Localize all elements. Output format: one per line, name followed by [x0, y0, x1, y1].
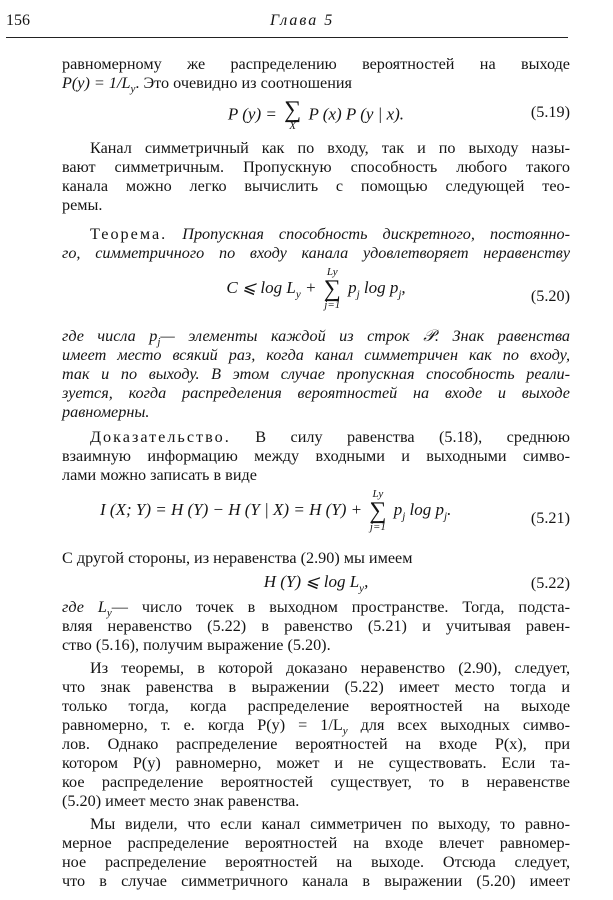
theorem-line: имеет место всякий раз, когда канал симметричен как по входу, — [62, 346, 570, 364]
theorem-line: зуется, когда распределения вероятностей на входе и выходе — [62, 384, 570, 402]
text-line: ремы. — [62, 196, 103, 214]
text-line: канала можно легко вычислить с помощью следующей тео- — [62, 177, 570, 195]
body-text — [62, 55, 570, 891]
text-line: Мы видели, что если канал симметричен по выходу, то равно- — [90, 815, 570, 833]
text-line: равномерному же распределению вероятностей на выходе — [62, 55, 570, 73]
text-line: лов. Однако распределение вероятностей на входе P(x), при — [62, 735, 570, 753]
proof-line: Доказательство. В силу равенства (5.18), среднюю — [90, 428, 570, 446]
text-line: равномерно, т. е. когда $P(y) = 1/L_y$ для всех выходных симво- — [62, 716, 570, 738]
theorem-line: Теорема. Пропускная способность дискретного, постоянно- — [90, 225, 570, 243]
proof-line: лами можно записать в виде — [62, 466, 257, 484]
text-line: кое распределение вероятностей существует, то в неравенстве — [62, 773, 570, 791]
equation-5-21: I (X; Y) = H (Y) − H (Y | X) = H (Y) + Ly ∑ j=1 $p_j$ $\log p_j$. (5.21) — [100, 488, 570, 533]
equation-number: (5.19) — [530, 103, 570, 121]
text-line: только тогда, когда распределение вероятностей на выходе — [62, 697, 570, 715]
text-line: что в случае симметричного канала в выражении (5.20) имеет — [62, 872, 570, 890]
page-number: 156 — [6, 12, 30, 29]
equation-number: (5.22) — [530, 574, 570, 592]
equation-number: (5.20) — [530, 287, 570, 305]
chapter-title: Глава 5 — [270, 12, 335, 29]
theorem-line: го, симметричного по входу канала удовлетворяет неравенству — [62, 244, 570, 262]
text-line: Из теоремы, в которой доказано неравенство (2.90), следует, — [90, 659, 570, 677]
text-line: мерное распределение вероятностей на входе влечет равномер- — [62, 834, 570, 852]
theorem-line: где числа $p_j—$ элементы каждой из строк 𝒫. Знак равенства — [62, 327, 570, 349]
text-line: Канал симметричный как по входу, так и по выходу назы- — [90, 139, 570, 157]
text-line: ное распределение вероятностей на выходе. Отсюда следует, — [62, 853, 570, 871]
text-line: что знак равенства в выражении (5.22) имеет место тогда и — [62, 678, 570, 696]
text-line: вают симметричным. Пропускную способность любого такого — [62, 158, 570, 176]
equation-5-22: H (Y) ⩽ $\log L_y$, (5.22) — [263, 572, 570, 595]
page-header — [6, 12, 570, 34]
text-line: вляя неравенство (5.22) в равенство (5.21) и учитывая равен- — [62, 617, 570, 635]
book-page — [6, 12, 570, 890]
text-line: (5.20) имеет место знак равенства. — [62, 792, 300, 810]
theorem-line: равномерны. — [62, 403, 150, 421]
equation-5-20: C ⩽ $\log L_y$ + Ly ∑ j=1 $p_j$ $\log p_j$, (5.20) — [226, 266, 570, 311]
text-line: котором P(y) равномерно, может и не существовать. Если та- — [62, 754, 570, 772]
text-line: где $L_y—$ число точек в выходном пространстве. Тогда, подста- — [62, 598, 570, 620]
text-line: С другой стороны, из неравенства (2.90) мы имеем — [62, 549, 413, 567]
proof-line: взаимную информацию между входными и выходными симво- — [62, 447, 570, 465]
equation-number: (5.21) — [530, 509, 570, 527]
header-rule — [6, 37, 568, 38]
equation-5-19: P (y) = ∑ X P (x) P (y | x). (5.19) — [227, 97, 570, 132]
text-line: $P(y) = 1/L_y$. Это очевидно из соотношения — [62, 74, 353, 96]
text-line: ство (5.16), получим выражение (5.20). — [62, 636, 331, 654]
theorem-line: так и по выходу. В этом случае пропускная способность реали- — [62, 365, 570, 383]
